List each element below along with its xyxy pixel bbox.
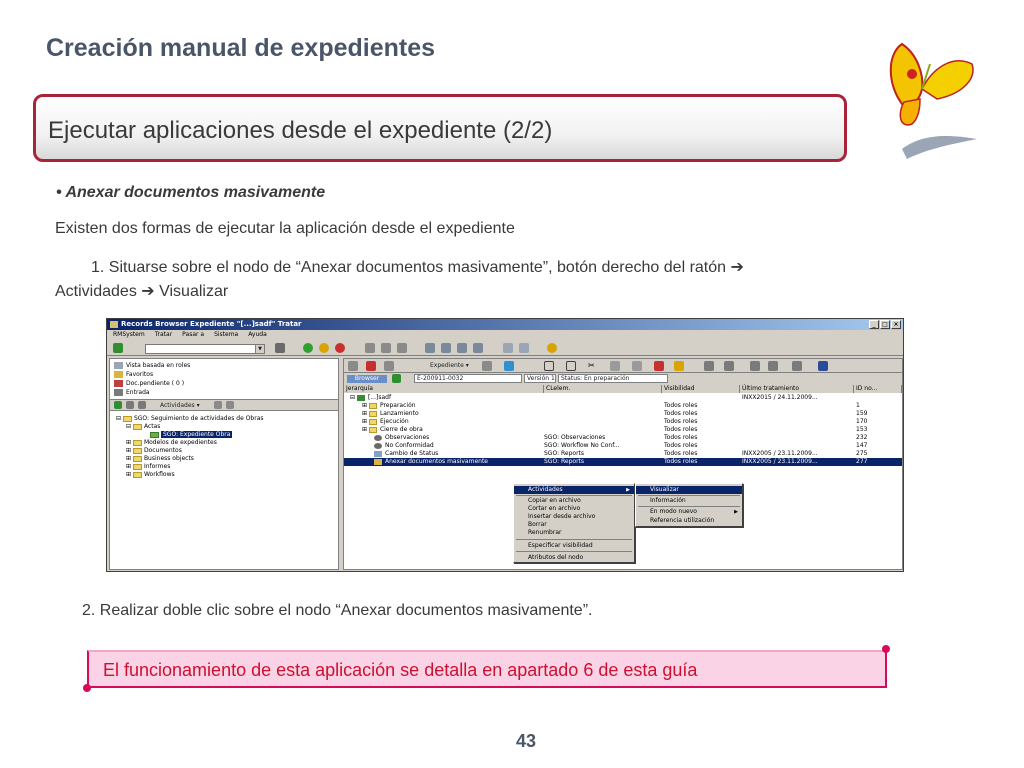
submenu-item-referencia[interactable]: Referencia utilización — [650, 517, 715, 524]
bullet-heading: • Anexar documentos masivamente — [56, 184, 326, 201]
column-header[interactable]: Visibilidad — [662, 385, 740, 393]
tree-node-label: SGO: Seguimiento de actividades de Obras — [133, 415, 264, 422]
row-clelem: SGO: Observaciones — [544, 434, 606, 441]
tree-check-icon[interactable] — [114, 401, 122, 409]
row-id: 153 — [856, 426, 868, 433]
command-field[interactable] — [145, 344, 265, 354]
folder-icon — [133, 440, 142, 446]
tree-node-actas[interactable]: ⊟ Actas — [126, 423, 161, 430]
observation-icon — [374, 435, 382, 441]
folder-icon — [133, 472, 142, 478]
column-header[interactable]: Jerarquía — [344, 385, 544, 393]
cancel-icon[interactable] — [335, 343, 345, 353]
nav-item-label: Doc.pendiente ( 0 ) — [126, 380, 185, 387]
tree-save-icon[interactable] — [214, 401, 222, 409]
nav-item-label: Entrada — [126, 389, 150, 396]
row-visibility: Todos roles — [664, 458, 698, 465]
settings-icon[interactable] — [348, 361, 358, 371]
row-name: Ejecución — [379, 418, 409, 425]
row-name: Cierre de obra — [379, 426, 423, 433]
row-visibility: Todos roles — [664, 434, 698, 441]
tree-node-workflows[interactable]: ⊞ Workflows — [126, 471, 175, 478]
tree-node-label: Workflows — [143, 471, 175, 478]
filter-icon[interactable] — [704, 361, 714, 371]
inbox-icon — [114, 389, 123, 396]
menu-tratar[interactable]: Tratar — [154, 331, 173, 338]
menu-pasar-a[interactable]: Pasar a — [182, 331, 205, 338]
step-1-line-1: 1. Situarse sobre el nodo de “Anexar documentos masivamente”, botón derecho del ratón ➔ — [91, 259, 744, 276]
report-icon — [374, 459, 382, 465]
ctx-item-cut-file[interactable]: Cortar en archivo — [528, 505, 581, 512]
attach-icon[interactable] — [674, 361, 684, 371]
app-icon — [110, 321, 118, 328]
row-visibility: Todos roles — [664, 410, 698, 417]
table-row[interactable]: ⊞ Cierre de obra Todos roles 153 — [344, 426, 902, 434]
close-button[interactable]: × — [891, 320, 901, 329]
tree-expand-icon[interactable] — [126, 401, 134, 409]
grid-header — [344, 385, 902, 393]
row-name: Lanzamiento — [379, 410, 419, 417]
last-page-icon[interactable] — [473, 343, 483, 353]
shortcut-icon[interactable] — [519, 343, 529, 353]
folder-icon — [133, 456, 142, 462]
table-row-selected[interactable] — [344, 458, 902, 466]
navigation-pane — [109, 358, 339, 570]
table-row[interactable] — [344, 450, 902, 458]
row-name: Preparación — [379, 402, 416, 409]
tree-node-label: Business objects — [143, 455, 194, 462]
row-last-treatment: INXX2015 / 24.11.2009... — [742, 394, 818, 401]
submenu-item-informacion[interactable]: Información — [650, 497, 686, 504]
sort-icon[interactable] — [724, 361, 734, 371]
new-doc-icon[interactable] — [544, 361, 554, 371]
display-icon[interactable] — [384, 361, 394, 371]
butterfly-logo-icon — [882, 34, 982, 164]
menu-divider — [516, 539, 632, 540]
document-icon — [114, 380, 123, 387]
row-id: 232 — [856, 434, 868, 441]
options-icon[interactable] — [482, 361, 492, 371]
folder-icon — [133, 464, 142, 470]
table-row[interactable]: ⊞ Preparación Todos roles 1 — [344, 402, 902, 410]
step-1-text — [55, 256, 915, 304]
back-icon[interactable] — [303, 343, 313, 353]
cut-icon[interactable]: ✂ — [588, 361, 595, 370]
tree-toolbar — [110, 399, 338, 411]
row-visibility: Todos roles — [664, 402, 698, 409]
save-record-icon[interactable] — [366, 361, 376, 371]
table-row[interactable] — [344, 434, 902, 442]
note-text: El funcionamiento de esta aplicación se detalla en apartado 6 de esta guía — [103, 660, 698, 680]
row-visibility: Todos roles — [664, 426, 698, 433]
row-name: Observaciones — [385, 434, 430, 441]
menu-divider — [638, 495, 740, 496]
main-toolbar — [107, 340, 903, 356]
tree-node-label: Modelos de expedientes — [143, 439, 217, 446]
row-last-treatment: INXX2005 / 23.11.2009... — [742, 458, 818, 465]
window-titlebar — [107, 319, 903, 330]
row-name: No Conformidad — [385, 442, 434, 449]
version-field[interactable]: Versión 1 — [524, 374, 556, 383]
nav-item-roles-view[interactable] — [114, 361, 190, 370]
tick-icon — [392, 374, 401, 383]
folder-icon — [369, 411, 377, 417]
column-header[interactable]: CLelem. — [544, 385, 662, 393]
tree-node-documentos[interactable]: ⊞ Documentos — [126, 447, 182, 454]
find-next-icon[interactable] — [397, 343, 407, 353]
tree-collapse-icon[interactable] — [138, 401, 146, 409]
table-row[interactable] — [344, 442, 902, 450]
row-visibility: Todos roles — [664, 442, 698, 449]
save-icon[interactable] — [275, 343, 285, 353]
report-icon — [374, 451, 382, 457]
copy-icon[interactable] — [566, 361, 576, 371]
menu-ayuda[interactable]: Ayuda — [248, 331, 267, 338]
delete-icon[interactable] — [654, 361, 664, 371]
table-row[interactable]: ⊟ [...]sadf INXX2015 / 24.11.2009... — [344, 394, 902, 402]
tree-node-business-objects[interactable]: ⊞ Business objects — [126, 455, 194, 462]
slide-title: Creación manual de expedientes — [46, 34, 436, 62]
row-visibility: Todos roles — [664, 450, 698, 457]
folder-icon — [123, 416, 132, 422]
tree-find-icon[interactable] — [226, 401, 234, 409]
expediente-dropdown[interactable]: Expediente ▾ — [430, 362, 469, 369]
column-header[interactable]: ID no... — [854, 385, 902, 393]
expediente-icon — [357, 395, 365, 401]
first-page-icon[interactable] — [425, 343, 435, 353]
column-header[interactable]: Último tratamiento — [740, 385, 854, 393]
ctx-item-delete[interactable]: Borrar — [528, 521, 547, 528]
browser-button[interactable]: Browser — [347, 375, 387, 383]
folder-icon — [369, 403, 377, 409]
window-title: Records Browser Expediente "[...]sadf" Tratar — [121, 320, 302, 328]
next-page-icon[interactable] — [457, 343, 467, 353]
check-icon[interactable] — [113, 343, 123, 353]
find-icon[interactable] — [381, 343, 391, 353]
menu-bar — [107, 330, 903, 339]
records-browser-window — [106, 318, 904, 572]
table-row[interactable]: ⊞ Lanzamiento Todos roles 159 — [344, 410, 902, 418]
banner-handle-icon — [83, 684, 91, 692]
step-1-line-2: Actividades ➔ Visualizar — [55, 283, 229, 300]
record-info-bar — [344, 373, 902, 385]
folder-icon — [114, 371, 123, 378]
tree-node-modelos[interactable]: ⊞ Modelos de expedientes — [126, 439, 217, 446]
note-banner — [87, 650, 887, 688]
print-icon[interactable] — [365, 343, 375, 353]
subtitle-banner — [33, 94, 847, 162]
chevron-right-icon: ▶ — [734, 509, 738, 515]
row-clelem: SGO: Reports — [544, 450, 585, 457]
status-field: Status: En preparación — [558, 374, 668, 383]
roles-icon — [114, 362, 123, 369]
nav-item-pending-docs[interactable] — [114, 379, 184, 388]
tree-node-expediente-obra[interactable] — [150, 431, 232, 439]
nav-item-label: Vista basada en roles — [126, 362, 191, 369]
menu-divider — [516, 551, 632, 552]
nav-item-inbox[interactable] — [114, 388, 150, 397]
activities-submenu — [635, 483, 743, 527]
intro-paragraph: Existen dos formas de ejecutar la aplicación desde el expediente — [55, 220, 515, 237]
tree-node-informes[interactable]: ⊞ Informes — [126, 463, 171, 470]
tree-node-label: Informes — [143, 463, 171, 470]
folder-icon — [133, 424, 142, 430]
row-id: 170 — [856, 418, 868, 425]
help-icon[interactable] — [547, 343, 557, 353]
nav-item-label: Favoritos — [126, 371, 154, 378]
record-toolbar — [344, 359, 902, 373]
ctx-item-visibility[interactable]: Especificar visibilidad — [528, 542, 593, 549]
down-icon[interactable] — [768, 361, 778, 371]
expediente-icon — [150, 432, 159, 438]
menu-divider — [516, 495, 632, 496]
row-name: Anexar documentos masivamente — [385, 458, 488, 465]
refresh-icon[interactable] — [504, 361, 514, 371]
activities-label: Actividades — [160, 402, 195, 409]
export-icon[interactable] — [792, 361, 802, 371]
row-visibility: Todos roles — [664, 418, 698, 425]
ctx-item-insert-file[interactable]: Insertar desde archivo — [528, 513, 596, 520]
row-id: 1 — [856, 402, 860, 409]
page-number: 43 — [516, 731, 537, 751]
folder-icon — [133, 448, 142, 454]
tree-node-label: SGO: Expediente Obra — [163, 431, 231, 438]
row-id: 147 — [856, 442, 868, 449]
activities-dropdown[interactable]: Actividades ▾ — [160, 402, 200, 409]
tree-node-sgo[interactable]: ⊟ SGO: Seguimiento de actividades de Obras — [116, 415, 264, 422]
insert-icon[interactable] — [632, 361, 642, 371]
expediente-label: Expediente — [430, 362, 464, 369]
row-last-treatment: INXX2005 / 23.11.2009... — [742, 450, 818, 457]
row-id: 277 — [856, 458, 868, 465]
submenu-item-modo-nuevo[interactable]: En modo nuevo ▶ — [650, 508, 738, 515]
row-clelem: SGO: Workflow No Conf... — [544, 442, 620, 449]
reference-field[interactable]: E-200911-0032 — [414, 374, 522, 383]
banner-handle-icon — [882, 645, 890, 653]
row-clelem: SGO: Reports — [544, 458, 585, 465]
folder-icon — [369, 419, 377, 425]
menu-sistema[interactable]: Sistema — [214, 331, 239, 338]
chevron-right-icon: ▶ — [626, 487, 630, 493]
ctx-item-node-attributes[interactable]: Atributos del nodo — [528, 554, 584, 561]
tree-node-label: Documentos — [143, 447, 182, 454]
paste-icon[interactable] — [610, 361, 620, 371]
folder-icon — [369, 427, 377, 433]
workflow-icon — [374, 443, 382, 449]
ctx-item-renumber[interactable]: Renumbrar — [528, 529, 562, 536]
up-icon[interactable] — [750, 361, 760, 371]
step-2-text: 2. Realizar doble clic sobre el nodo “Anexar documentos masivamente”. — [82, 602, 593, 619]
row-name: Cambio de Status — [385, 450, 439, 457]
nav-item-favorites[interactable] — [114, 370, 153, 379]
menu-rmsystem[interactable]: RMSystem — [113, 331, 145, 338]
menu-divider — [638, 506, 740, 507]
table-row[interactable]: ⊞ Ejecución Todos roles 170 — [344, 418, 902, 426]
row-id: 275 — [856, 450, 868, 457]
chevron-down-icon[interactable]: ▼ — [255, 345, 264, 353]
submenu-item-visualizar[interactable]: Visualizar — [636, 486, 742, 494]
minimize-button[interactable]: _ — [869, 320, 879, 329]
row-name: [...]sadf — [367, 394, 392, 401]
ctx-item-actividades[interactable]: Actividades ▶ — [514, 486, 634, 494]
tree-node-label: Actas — [143, 423, 161, 430]
row-id: 159 — [856, 410, 868, 417]
maximize-button[interactable]: □ — [880, 320, 890, 329]
previous-page-icon[interactable] — [441, 343, 451, 353]
context-menu — [513, 483, 635, 563]
new-session-icon[interactable] — [503, 343, 513, 353]
subtitle-text: Ejecutar aplicaciones desde el expediente (2/2) — [48, 117, 553, 144]
mail-icon[interactable] — [818, 361, 828, 371]
ctx-item-copy-file[interactable]: Copiar en archivo — [528, 497, 581, 504]
exit-icon[interactable] — [319, 343, 329, 353]
